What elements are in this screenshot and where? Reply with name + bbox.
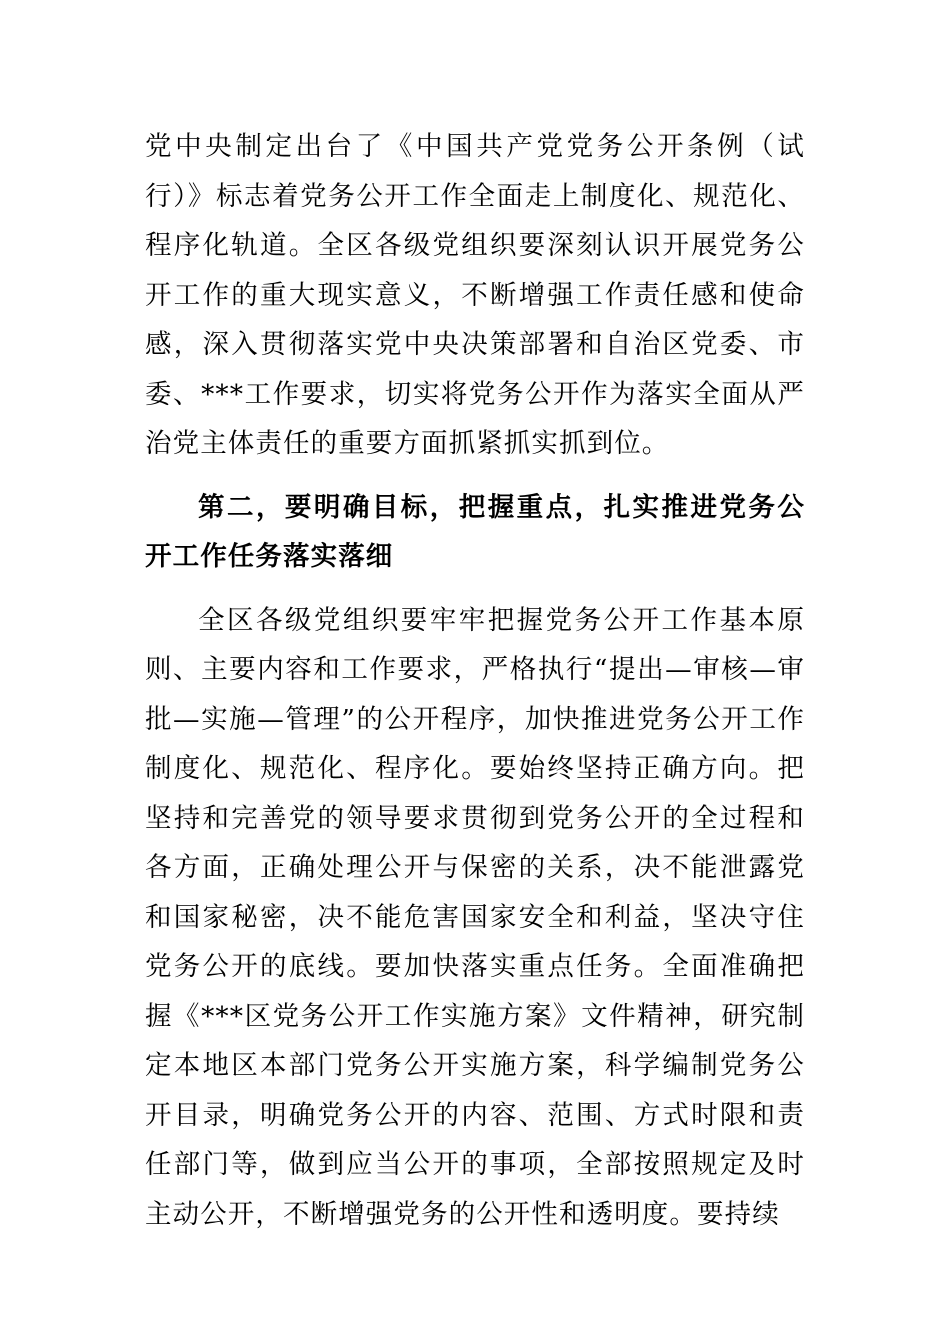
section-heading: 第二，要明确目标，把握重点，扎实推进党务公开工作任务落实落细: [145, 491, 805, 572]
body-paragraph-continued: 党中央制定出台了《中国共产党党务公开条例（试行）》标志着党务公开工作全面走上制度化、规范化、程序化轨道。全区各级党组织要深刻认识开展党务公开工作的重大现实意义，不断增强工作责任感和使命感，深入贯彻落实党中央决策部署和自治区党委、市委、***工作要求，切实将党务公开作为落实全面从严治党主体责任的重要方面抓紧抓实抓到位。: [145, 131, 805, 459]
body-paragraph: 全区各级党组织要牢牢把握党务公开工作基本原则、主要内容和工作要求，严格执行“提出—审核—审批—实施—管理”的公开程序，加快推进党务公开工作制度化、规范化、程序化。要始终坚持正确方向。把坚持和完善党的领导要求贯彻到党务公开的全过程和各方面，正确处理公开与保密的关系，决不能泄露党和国家秘密，决不能危害国家安全和利益，坚决守住党务公开的底线。要加快落实重点任务。全面准确把握《***区党务公开工作实施方案》文件精神，研究制定本地区本部门党务公开实施方案，科学编制党务公开目录，明确党务公开的内容、范围、方式时限和责任部门等，做到应当公开的事项，全部按照规定及时主动公开，不断增强党务的公开性和透明度。要持续: [145, 604, 805, 1230]
document-page: [145, 122, 805, 1239]
